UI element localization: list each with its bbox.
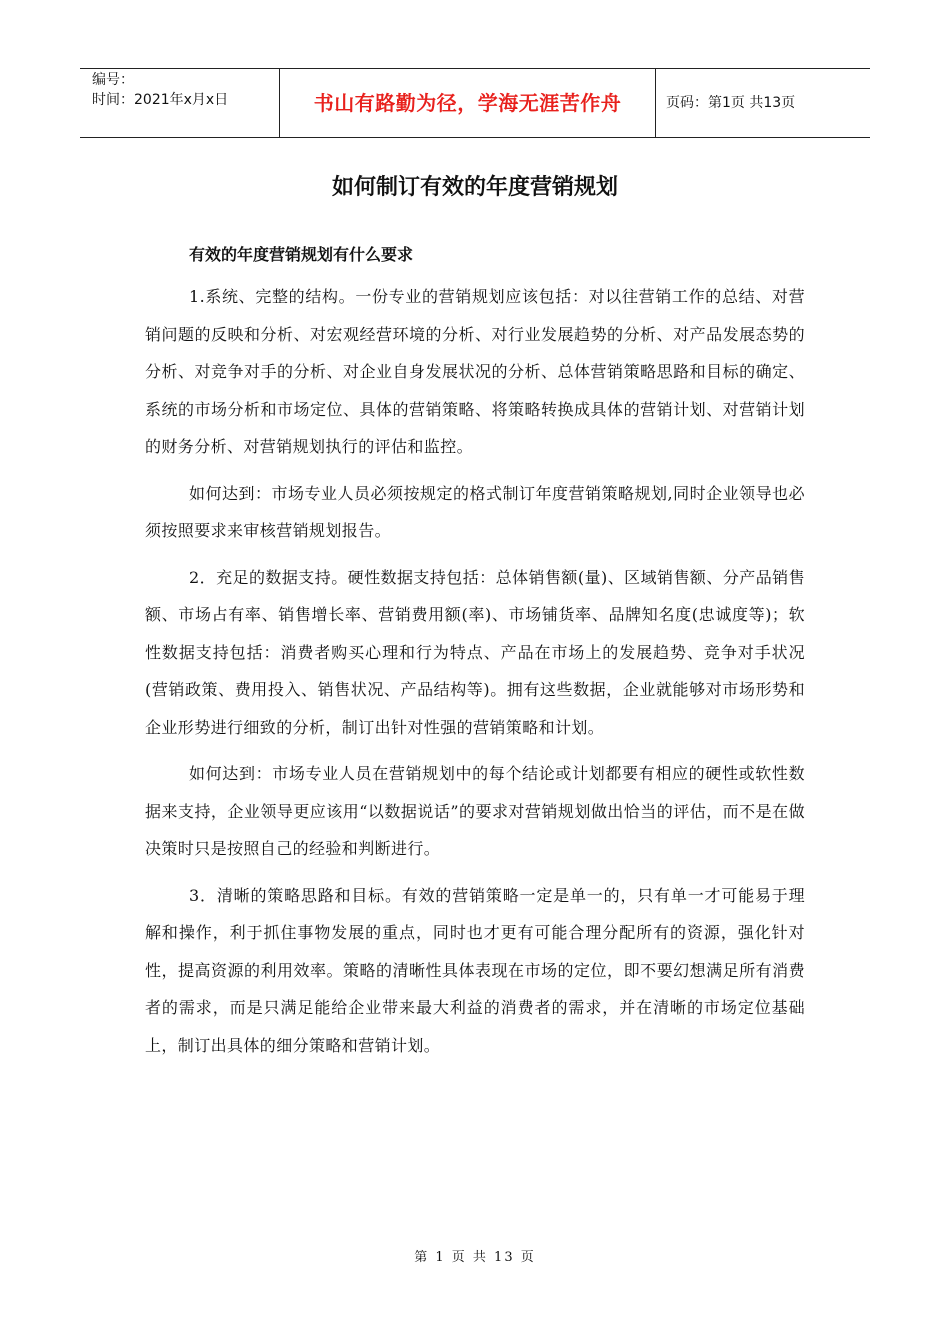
paragraph-5: 3．清晰的策略思路和目标。有效的营销策略一定是单一的，只有单一才可能易于理解和操作，利于抓住事物发展的重点，同时也才更有可能合理分配所有的资源，强化针对性，提高资源的利用效率。策略的清晰性具体表现在市场的定位，即不要幻想满足所有消费者的需求，而是只满足能给企业带来最大利益的消费者的需求，并在清晰的市场定位基础上，制订出具体的细分策略和营销计划。 xyxy=(145,885,805,1055)
document-body xyxy=(145,236,805,1073)
header-page-info: 页码：第1页 共13页 xyxy=(666,95,796,111)
paragraph-2: 如何达到：市场专业人员必须按规定的格式制订年度营销策略规划,同时企业领导也必须按照要求来审核营销规划报告。 xyxy=(145,483,805,540)
page-header xyxy=(80,68,870,138)
document-title: 如何制订有效的年度营销规划 xyxy=(331,175,618,200)
section-heading: 有效的年度营销规划有什么要求 xyxy=(189,245,414,264)
page-footer: 第 1 页 共 13 页 xyxy=(414,1250,536,1265)
header-meta-cell xyxy=(80,69,280,137)
document-number-label: 编号： xyxy=(92,72,134,88)
paragraph-4: 如何达到：市场专业人员在营销规划中的每个结论或计划都要有相应的硬性或软性数据来支持，企业领导更应该用“以数据说话”的要求对营销规划做出恰当的评估，而不是在做决策时只是按照自己的经验和判断进行。 xyxy=(145,764,805,858)
document-time-label: 时间：2021年x月x日 xyxy=(92,92,229,108)
paragraph-3: 2．充足的数据支持。硬性数据支持包括：总体销售额(量)、区域销售额、分产品销售额、市场占有率、销售增长率、营销费用额(率)、市场铺货率、品牌知名度(忠诚度等)；软性数据支持包括：消费者购买心理和行为特点、产品在市场上的发展趋势、竞争对手状况(营销政策、费用投入、销售状况、产品结构等)。拥有这些数据，企业就能够对市场形势和企业形势进行细致的分析，制订出针对性强的营销策略和计划。 xyxy=(145,567,805,737)
paragraph-1: 1.系统、完整的结构。一份专业的营销规划应该包括：对以往营销工作的总结、对营销问题的反映和分析、对宏观经营环境的分析、对行业发展趋势的分析、对产品发展态势的分析、对竞争对手的分析、对企业自身发展状况的分析、总体营销策略思路和目标的确定、系统的市场分析和市场定位、具体的营销策略、将策略转换成具体的营销计划、对营销计划的财务分析、对营销规划执行的评估和监控。 xyxy=(145,287,805,456)
header-motto: 书山有路勤为径，学海无涯苦作舟 xyxy=(280,69,656,137)
